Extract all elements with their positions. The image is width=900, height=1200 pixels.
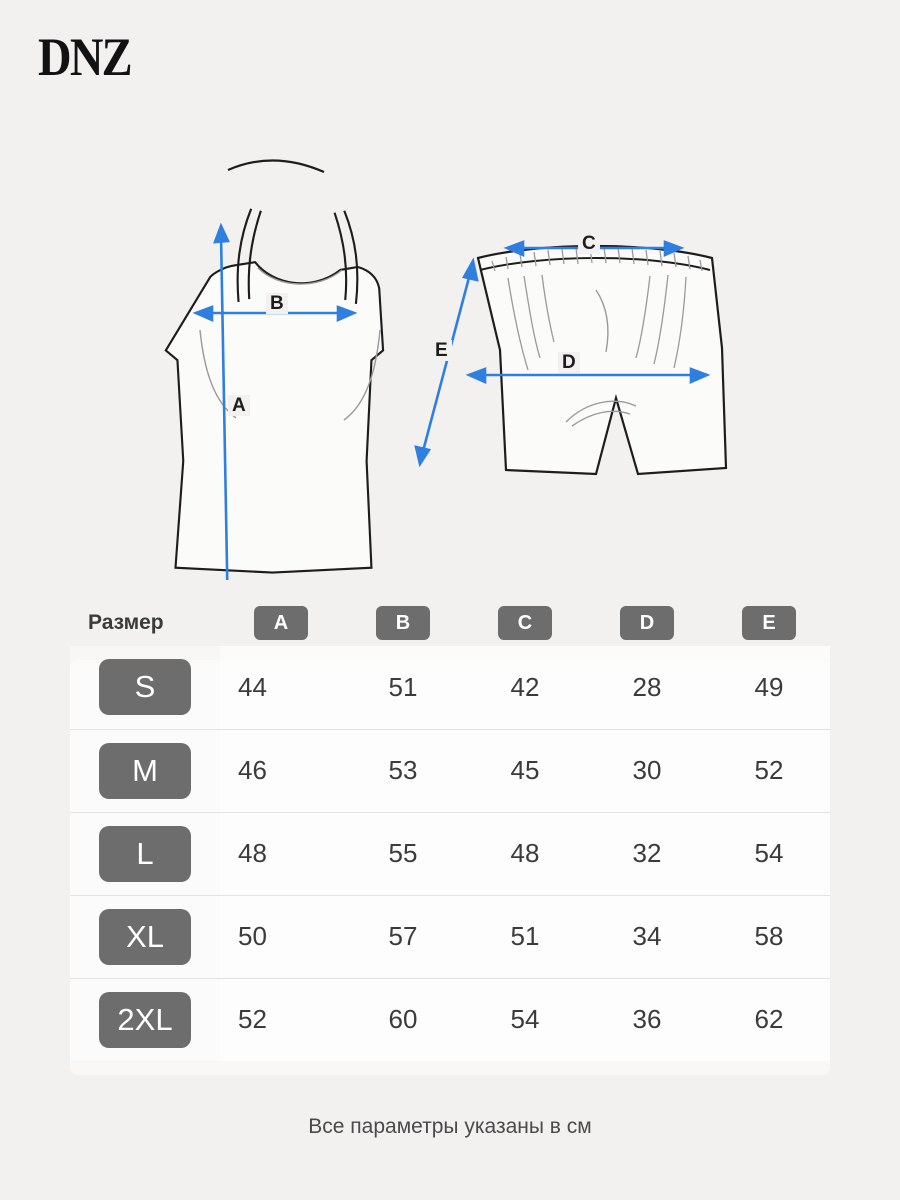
cell-l-a: 48: [220, 812, 342, 895]
measure-label-c: C: [578, 233, 600, 254]
size-chip-m: M: [99, 743, 191, 799]
size-table: [70, 600, 830, 1061]
cell-xl-b: 57: [342, 895, 464, 978]
cell-2xl-c: 54: [464, 978, 586, 1061]
measure-arrow-e: [416, 261, 477, 464]
cell-s-d: 28: [586, 646, 708, 729]
table-row: [70, 729, 830, 812]
cell-l-e: 54: [708, 812, 830, 895]
measure-label-a: A: [228, 395, 250, 416]
shorts-outline: [478, 246, 726, 474]
header-chip-d: D: [620, 606, 674, 640]
measure-label-e: E: [431, 340, 452, 361]
header-col-d: [586, 600, 708, 646]
size-cell: [70, 978, 220, 1061]
cell-2xl-a: 52: [220, 978, 342, 1061]
header-chip-c: C: [498, 606, 552, 640]
size-cell: [70, 729, 220, 812]
table-row: [70, 978, 830, 1061]
header-chip-a: A: [254, 606, 308, 640]
garment-illustrations: [0, 130, 900, 580]
cell-m-e: 52: [708, 729, 830, 812]
size-cell: [70, 812, 220, 895]
table-row: [70, 646, 830, 729]
cell-xl-c: 51: [464, 895, 586, 978]
cell-2xl-e: 62: [708, 978, 830, 1061]
cell-s-b: 51: [342, 646, 464, 729]
cell-m-a: 46: [220, 729, 342, 812]
cell-2xl-d: 36: [586, 978, 708, 1061]
header-chip-b: B: [376, 606, 430, 640]
size-cell: [70, 895, 220, 978]
table-header-row: [70, 600, 830, 646]
cell-xl-a: 50: [220, 895, 342, 978]
cell-xl-e: 58: [708, 895, 830, 978]
cell-xl-d: 34: [586, 895, 708, 978]
table-row: [70, 812, 830, 895]
header-size: Размер: [88, 611, 164, 634]
table-row: [70, 895, 830, 978]
header-col-e: [708, 600, 830, 646]
footnote: Все параметры указаны в см: [308, 1115, 592, 1138]
size-cell: [70, 646, 220, 729]
cell-m-d: 30: [586, 729, 708, 812]
cell-2xl-b: 60: [342, 978, 464, 1061]
cell-l-c: 48: [464, 812, 586, 895]
table-body: [70, 646, 830, 1061]
cell-m-b: 53: [342, 729, 464, 812]
cell-s-c: 42: [464, 646, 586, 729]
size-chip-xl: XL: [99, 909, 191, 965]
measure-label-d: D: [558, 352, 580, 373]
cell-s-a: 44: [220, 646, 342, 729]
size-chip-l: L: [99, 826, 191, 882]
measure-label-b: B: [266, 293, 288, 314]
cell-l-d: 32: [586, 812, 708, 895]
size-chip-s: S: [99, 659, 191, 715]
header-col-a: [220, 600, 342, 646]
brand-logo: DNZ: [38, 27, 131, 87]
header-col-c: [464, 600, 586, 646]
cell-m-c: 45: [464, 729, 586, 812]
size-table-wrapper: [0, 600, 900, 1061]
size-chip-2xl: 2XL: [99, 992, 191, 1048]
cell-s-e: 49: [708, 646, 830, 729]
header-col-b: [342, 600, 464, 646]
table-head: [70, 600, 830, 646]
header-chip-e: E: [742, 606, 796, 640]
cell-l-b: 55: [342, 812, 464, 895]
